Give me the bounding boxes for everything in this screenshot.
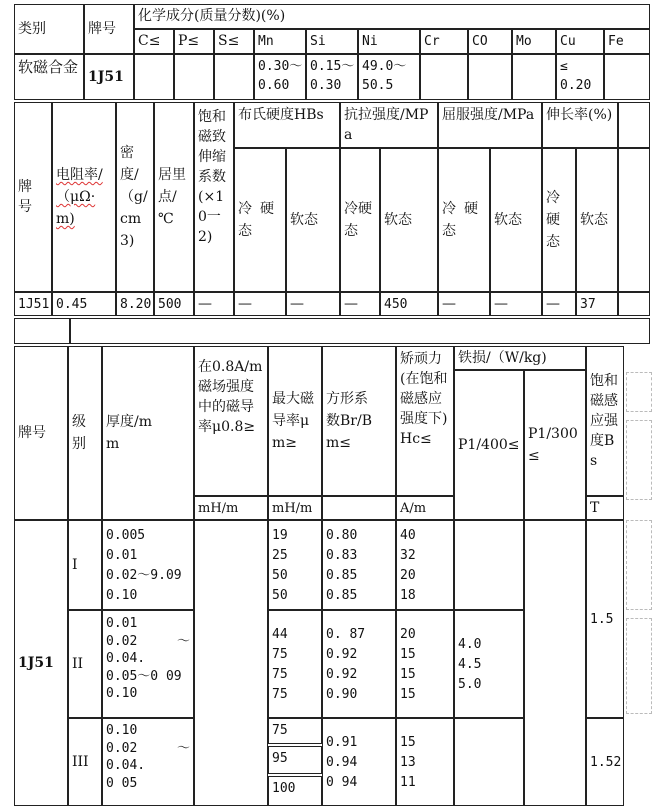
t3-saturation-1: 1.5 — [586, 520, 624, 718]
t3-unit-maxperm: mH/m — [268, 496, 322, 520]
t2-elong-cold-header: 冷硬态 — [542, 148, 576, 292]
t3-coercivity-2: 20 15 15 15 — [396, 610, 454, 718]
t3-maxperm-2: 44 75 75 75 — [268, 610, 322, 718]
t2-hb-soft-value: — — [286, 292, 340, 316]
t3-maxperm-3c: 100 — [268, 776, 322, 806]
t2-extra-header — [618, 102, 650, 148]
t1-el-cu: Cu — [556, 29, 604, 54]
t2-tensile-soft-value: 450 — [380, 292, 438, 316]
t1-p-value — [174, 54, 214, 100]
t1-category-header: 类别 — [14, 4, 84, 54]
t3-grade-value: 1J51 — [14, 520, 68, 806]
t3-class-1: I — [68, 520, 102, 610]
t1-el-s: S≤ — [214, 29, 254, 54]
t1-category-value: 软磁合金 — [14, 54, 84, 100]
t3-thickness-1: 0.005 0.01 0.02～9.09 0.10 — [102, 520, 194, 610]
t3-ironloss-header: 铁损/（W/kg) — [454, 346, 586, 370]
t2-elong-soft-value: 37 — [576, 292, 618, 316]
t2-curie-header: 居里点/℃ — [154, 102, 194, 292]
t2-grade-value: 1J51 — [14, 292, 52, 316]
t3-thickness-header: 厚度/mm — [102, 346, 194, 520]
t3-coercivity-header: 矫顽力(在饱和磁感应强度下)Hc≤ — [396, 346, 454, 496]
t2-extra-subheader — [618, 148, 650, 292]
t3-maxperm-header: 最大磁导率μm≥ — [268, 346, 322, 496]
t1-el-ni: Ni — [358, 29, 420, 54]
t2-hardness-header: 布氏硬度HBs — [234, 102, 340, 148]
t2-yield-cold-value: — — [438, 292, 490, 316]
spacer-left — [14, 318, 70, 344]
t1-composition-header: 化学成分(质量分数)(%) — [134, 4, 650, 29]
spacer-right — [70, 318, 650, 344]
t1-ni-value: 49.0～ 50.5 — [358, 54, 420, 100]
t3-p1-400-header: P1/400≤ — [454, 370, 524, 520]
t3-squareness-1: 0.80 0.83 0.85 0.85 — [322, 520, 396, 610]
t2-curie-value: 500 — [154, 292, 194, 316]
t1-fe-value — [604, 54, 650, 100]
t1-el-fe: Fe — [604, 29, 650, 54]
t2-elong-soft-header: 软态 — [576, 148, 618, 292]
gridline-remnant — [626, 520, 652, 610]
t3-p1-400-1 — [454, 520, 524, 610]
t2-resistivity-value: 0.45 — [52, 292, 116, 316]
t3-unit-coercivity: A/m — [396, 496, 454, 520]
t3-class-2: II — [68, 610, 102, 718]
t3-saturation-2: 1.52 — [586, 718, 624, 806]
t3-unit-saturation: T — [586, 496, 624, 520]
t3-unit-perm08: mH/m — [194, 496, 268, 520]
t2-tensile-cold-value: — — [340, 292, 380, 316]
t1-el-mn: Mn — [254, 29, 306, 54]
t1-si-value: 0.15～ 0.30 — [306, 54, 358, 100]
t2-tensile-soft-header: 软态 — [380, 148, 438, 292]
t1-el-p: P≤ — [174, 29, 214, 54]
t3-perm08-values — [194, 520, 268, 806]
t3-unit-squareness — [322, 496, 396, 520]
t2-yield-header: 屈服强度/MPa — [438, 102, 542, 148]
t2-elong-cold-value: — — [542, 292, 576, 316]
gridline-remnant — [626, 372, 652, 412]
gridline-remnant — [626, 420, 652, 500]
t2-extra-value — [618, 292, 650, 316]
t2-hb-cold-header: 冷硬态 — [234, 148, 286, 292]
t3-thickness-2: 0.01 0.02 ～ 0.04. 0.05～0 09 0.10 — [102, 610, 194, 718]
t3-maxperm-3b: 95 — [268, 746, 322, 774]
t1-el-co: CO — [468, 29, 512, 54]
t3-grade-header: 牌号 — [14, 346, 68, 520]
t3-p1-400-3 — [454, 718, 524, 806]
t1-el-c: C≤ — [134, 29, 174, 54]
t3-squareness-2: 0. 87 0.92 0.92 0.90 — [322, 610, 396, 718]
t3-class-3: III — [68, 718, 102, 806]
t1-cr-value — [420, 54, 468, 100]
t2-yield-cold-header: 冷硬态 — [438, 148, 490, 292]
t1-grade-value: 1J51 — [84, 54, 134, 100]
t3-class-header: 级别 — [68, 346, 102, 520]
t2-magnetostriction-header: 饱和磁致伸缩系数(×10一2) — [194, 102, 234, 292]
t2-density-header: 密度/（g/cm3) — [116, 102, 154, 292]
t2-elongation-header: 伸长率(%) — [542, 102, 618, 148]
t1-el-si: Si — [306, 29, 358, 54]
t3-maxperm-1: 19 25 50 50 — [268, 520, 322, 610]
t2-tensile-header: 抗拉强度/MPa — [340, 102, 438, 148]
t1-c-value — [134, 54, 174, 100]
t1-el-mo: Mo — [512, 29, 556, 54]
t3-squareness-3: 0.91 0.94 0 94 — [322, 718, 396, 806]
t2-grade-header: 牌号 — [14, 102, 52, 292]
t3-p1-400-2: 4.0 4.5 5.0 — [454, 610, 524, 718]
t1-co-value — [468, 54, 512, 100]
t1-cu-value: ≤ 0.20 — [556, 54, 604, 100]
t3-saturation-header: 饱和磁感应强度Bs — [586, 346, 624, 496]
t2-hb-cold-value: — — [234, 292, 286, 316]
t1-mn-value: 0.30～ 0.60 — [254, 54, 306, 100]
gridline-remnant — [626, 618, 652, 714]
t2-tensile-cold-header: 冷硬态 — [340, 148, 380, 292]
t2-yield-soft-value: — — [490, 292, 542, 316]
t3-perm08-header: 在0.8A/m磁场强度中的磁导率μ0.8≥ — [194, 346, 268, 496]
t3-coercivity-1: 40 32 20 18 — [396, 520, 454, 610]
t3-maxperm-3a: 75 — [268, 718, 322, 744]
t2-hb-soft-header: 软态 — [286, 148, 340, 292]
t2-resistivity-header: 电阻率/（μΩ·m) — [52, 102, 116, 292]
t3-thickness-3: 0.10 0.02 ～ 0.04. 0 05 — [102, 718, 194, 806]
t1-mo-value — [512, 54, 556, 100]
t3-p1-300-header: P1/300≤ — [524, 370, 586, 520]
t2-density-value: 8.20 — [116, 292, 154, 316]
t3-coercivity-3: 15 13 11 — [396, 718, 454, 806]
t2-yield-soft-header: 软态 — [490, 148, 542, 292]
t1-s-value — [214, 54, 254, 100]
t1-grade-header: 牌号 — [84, 4, 134, 54]
t3-p1-300-values — [524, 520, 586, 806]
t3-squareness-header: 方形系数Br/Bm≤ — [322, 346, 396, 496]
t1-el-cr: Cr — [420, 29, 468, 54]
t2-magnetostriction-value: — — [194, 292, 234, 316]
